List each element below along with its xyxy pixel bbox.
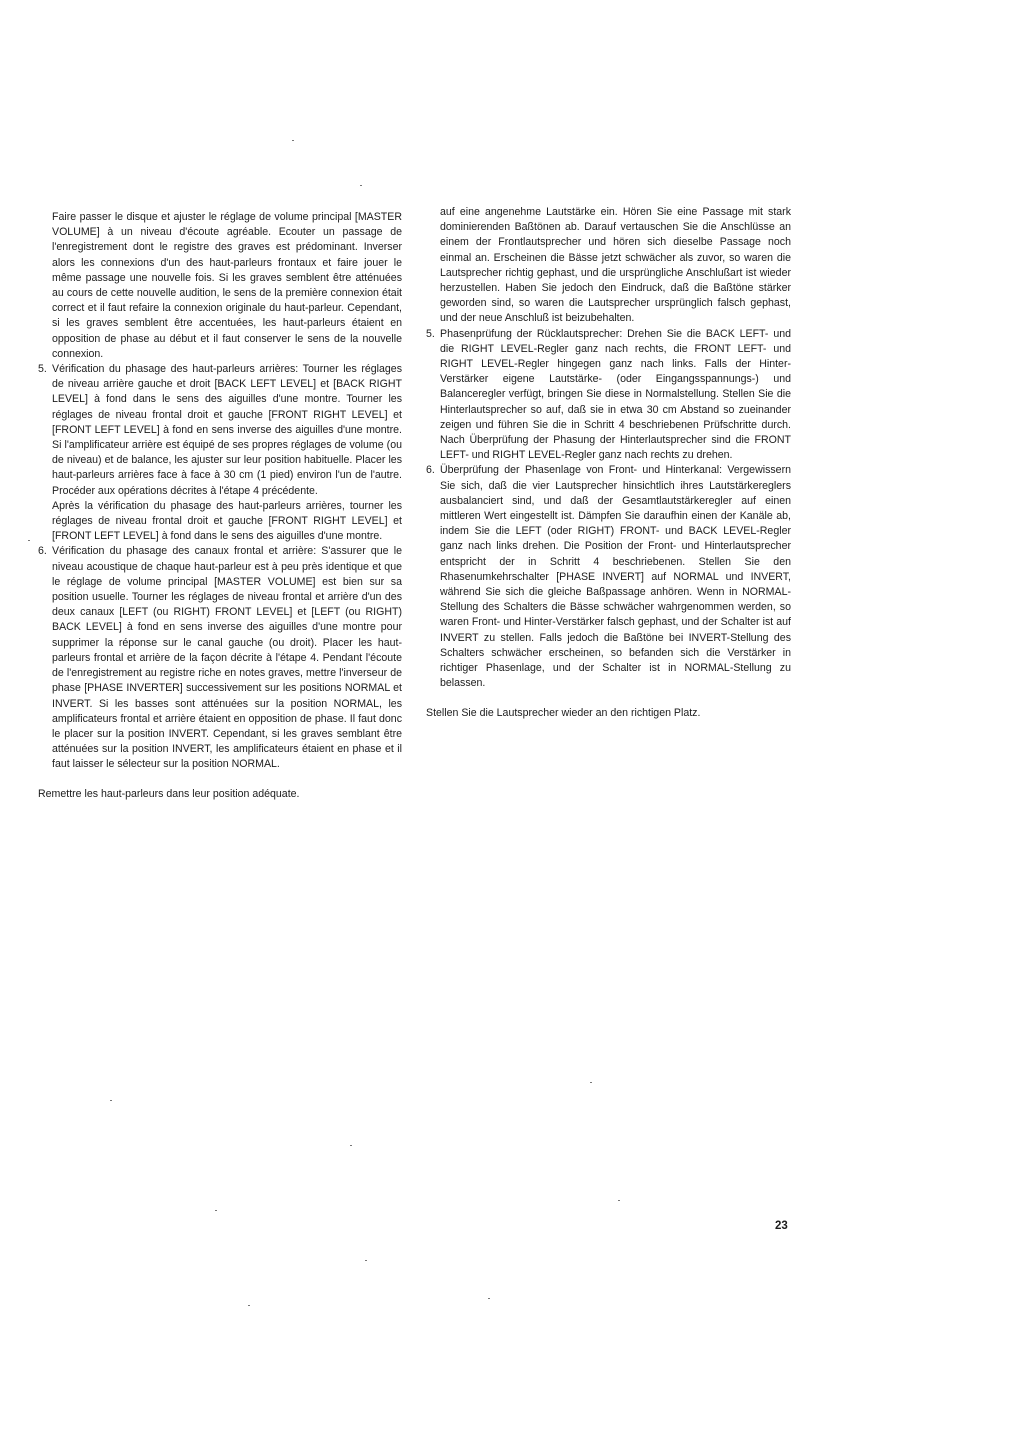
scan-speck (292, 140, 294, 141)
french-step-5-after-text: Après la vérification du phasage des haut-parleurs arrières, tourner les réglages de niveau frontal droit et gauche [FRONT RIGHT LEVEL] et [FRONT LEFT LEVEL] à fond dans le sens des aiguilles d'une montre. (52, 499, 402, 543)
page-number: 23 (775, 1220, 788, 1232)
scan-speck (365, 1260, 367, 1261)
scan-speck (248, 1305, 250, 1306)
german-step-6 (426, 463, 791, 691)
french-step-6 (38, 544, 402, 772)
french-closing-paragraph: Remettre les haut-parleurs dans leur position adéquate. (38, 787, 300, 800)
german-step-5-text: Phasenprüfung der Rücklautsprecher: Drehen Sie die BACK LEFT- und die RIGHT LEVEL-Regler ganz nach rechts, die FRONT LEFT- und RIGHT LEVEL-Regler hingegen ganz nach links. Falls der Hinter-Verstärker eigene Lautstärke- (oder Eingangsspannungs-) und Balanceregler verfügt, bringen Sie diese in Normalstellung. Stellen Sie die Hinterlautsprecher so auf, daß sie in etwa 30 cm Abstand so zueinander zeigen und führen Sie die in Schritt 4 beschriebenen Prüfschritte durch. Nach Überprüfung der Phasung der Hinterlautsprecher sind die FRONT LEFT- und RIGHT LEVEL-Regler ganz nach rechts zu drehen. (440, 327, 791, 462)
german-step-6-text: Überprüfung der Phasenlage von Front- und Hinterkanal: Vergewissern Sie sich, daß die vier Lautsprecher hinsichtlich ihres Lautstärkereglers ausbalanciert sind, und daß der Gesamtlautstärkeregler auf einen mittleren Wert eingestellt ist. Dämpfen Sie daraufhin einen der Kanäle ab, indem Sie die LEFT (oder RIGHT) FRONT- und BACK LEVEL-Regler ganz nach links drehen. Die Position der Front- und Hinterlautsprecher entspricht der in Schritt 4 beschriebenen. Stellen Sie den Rhasenumkehrschalter [PHASE INVERT] auf NORMAL und INVERT, während Sie sich die gleiche Baßpassage anhören. Wenn in NORMAL-Stellung des Schalters die Bässe schwächer wahrgenommen werden, so waren Front- und Hinter-Verstärker falsch gephast, und der Schalter ist auf INVERT zu stellen. Falls jedoch die Baßtöne bei INVERT-Stellung des Schalters schwächer erscheinen, so befanden sich die Verstärker in richtiger Phasenlage, und der Schalter ist in NORMAL-Stellung zu belassen. (440, 464, 791, 690)
french-step-6-number: 6. (38, 545, 47, 558)
french-intro-paragraph: Faire passer le disque et ajuster le réglage de volume principal [MASTER VOLUME] à un niveau d'écoute agréable. Ecouter un passage de l'enregistrement dont le registre des graves est prédominant. Inverser alors les connexions d'un des haut-parleurs frontaux et faire jouer le même passage une nouvelle fois. Si les graves semblent être atténuées au cours de cette nouvelle audition, le sens de la première connexion était correct et il faut refaire la connexion originale du haut-parleur. Cependant, si les graves semblent être accentuées, les haut-parleurs étaient en opposition de phase au début et il faut conserver le sens de la nouvelle connexion. (52, 211, 402, 360)
french-step-5-number: 5. (38, 363, 47, 376)
french-step-5 (38, 362, 402, 544)
scan-speck (488, 1298, 490, 1299)
scan-speck (110, 1100, 112, 1101)
german-closing-paragraph: Stellen Sie die Lautsprecher wieder an den richtigen Platz. (426, 706, 701, 719)
scan-speck (350, 1145, 352, 1146)
german-step-5-number: 5. (426, 327, 435, 340)
scan-speck (215, 1210, 217, 1211)
german-column (426, 205, 791, 721)
german-step-5 (426, 327, 791, 464)
french-step-5-text: Vérification du phasage des haut-parleurs arrières: Tourner les réglages de niveau arrière gauche et droit [BACK LEFT LEVEL] et [BACK RIGHT LEVEL] à fond dans le sens des aiguilles d'une montre. Tourner les réglages de niveau frontal droit et gauche [FRONT RIGHT LEVEL] et [FRONT LEFT LEVEL] à fond en sens inverse des aiguilles d'une montre. Si l'amplificateur arrière est équipé de ses propres réglages de volume (ou de niveau) et de balance, les ajuster sur leur position habituelle. Placer les haut-parleurs arrières face à face à 30 cm (1 pied) environ l'un de l'autre. Procéder aux opérations décrites à l'étape 4 précédente. (52, 363, 402, 497)
scan-speck (590, 1082, 592, 1083)
scan-speck (28, 540, 30, 541)
french-step-6-text: Vérification du phasage des canaux frontal et arrière: S'assurer que le niveau acoustique de chaque haut-parleur est à peu près identique et que le réglage de volume principal [MASTER VOLUME] est bien sur sa position usuelle. Tourner les réglages de niveau frontal et arrière d'un des deux canaux [LEFT (ou RIGHT) FRONT LEVEL] et [LEFT (ou RIGHT) BACK LEVEL] à fond en sens inverse des aiguilles d'une montre pour supprimer la réponse sur le canal gauche (ou droit). Placer les haut-parleurs frontal et arrière de la façon décrite à l'étape 4. Pendant l'écoute de l'enregistrement au registre riche en notes graves, mettre l'inverseur de phase [PHASE INVERTER] successivement sur les positions NORMAL et INVERT. Si les basses sont atténuées sur la position NORMAL, les amplificateurs frontal et arrière étaient en opposition de phase. Il faut donc le placer sur la position INVERT. Cependant, si les graves semblant être atténuées sur la position INVERT, les amplificateurs étaient en phase et il faut laisser le sélecteur sur la position NORMAL. (52, 545, 402, 771)
german-step-6-number: 6. (426, 464, 435, 477)
german-intro-paragraph: auf eine angenehme Lautstärke ein. Hören Sie eine Passage mit stark dominierenden Baßtönen ab. Darauf vertauschen Sie die Anschlüsse an einem der Frontlautsprecher und hören sich dieselbe Passage noch einmal an. Erscheinen die Bässe jetzt schwächer als zuvor, so waren die Lautsprecher richtig gephast, und die ursprüngliche Anschlußart ist wieder herzustellen. Haben Sie jedoch den Eindruck, daß die Baßtöne stärker geworden sind, so waren die Lautsprecher ursprünglich falsch gephast, und der neue Anschluß ist beizubehalten. (440, 206, 791, 325)
french-column (38, 210, 402, 802)
scan-speck (618, 1200, 620, 1201)
scan-speck (360, 185, 362, 186)
